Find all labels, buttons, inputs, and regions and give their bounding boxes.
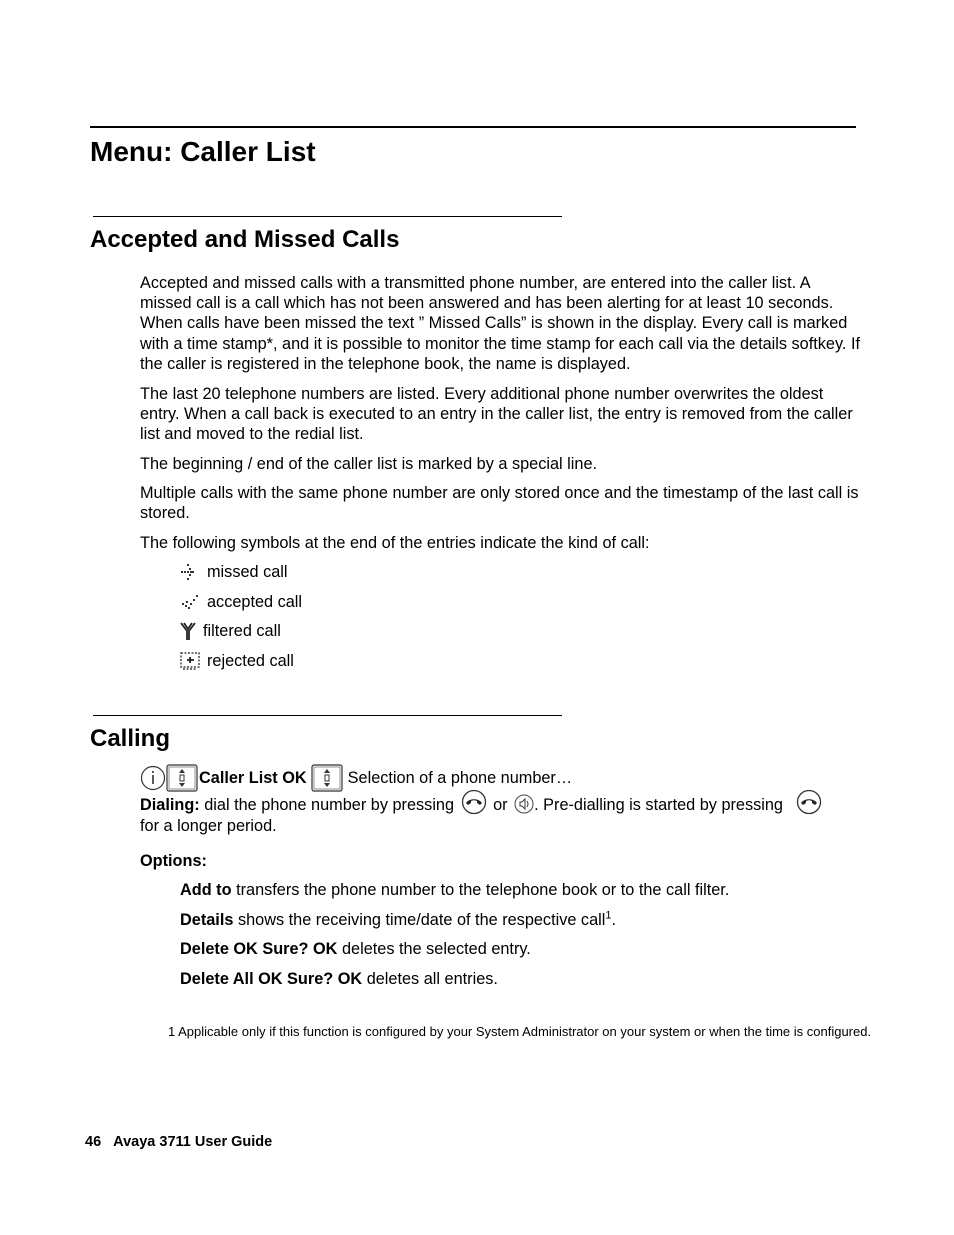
footnote xyxy=(168,1023,884,1040)
paragraph-multiple-calls: Multiple calls with the same phone number are only stored once and the timestamp of the last call is stored. xyxy=(140,484,859,523)
document-title: Avaya 3711 User Guide xyxy=(113,1134,273,1150)
navigation-key-icon xyxy=(311,764,343,792)
footnote-number: 1 xyxy=(168,1024,176,1039)
navigation-instruction xyxy=(140,763,572,793)
section-heading-calling: Calling xyxy=(90,725,171,752)
option-name: Delete OK Sure? OK xyxy=(180,940,338,958)
symbol-label: filtered call xyxy=(203,622,281,640)
loudspeaker-key-icon xyxy=(514,794,534,814)
footnote-reference: 1 xyxy=(605,909,612,922)
info-key-icon xyxy=(140,765,166,791)
title-rule xyxy=(90,126,856,128)
options-heading: Options: xyxy=(140,852,207,870)
option-description: shows the receiving time/date of the respective call xyxy=(237,911,606,929)
call-key-icon xyxy=(796,789,822,815)
symbol-row-accepted xyxy=(180,592,302,612)
option-add-to xyxy=(180,880,729,900)
dialing-text: dial the phone number by pressing xyxy=(204,796,455,814)
symbol-row-filtered xyxy=(180,621,281,641)
symbol-row-rejected xyxy=(180,651,294,671)
symbol-label: accepted call xyxy=(207,593,303,611)
rejected-call-icon xyxy=(180,651,202,671)
paragraph-special-line: The beginning / end of the caller list is marked by a special line. xyxy=(140,455,598,473)
caller-list-ok-label: Caller List OK xyxy=(199,769,307,787)
missed-call-icon xyxy=(180,562,202,582)
call-key-icon xyxy=(461,789,487,815)
option-description: deletes the selected entry. xyxy=(341,940,531,958)
options-label xyxy=(140,851,207,871)
option-name: Details xyxy=(180,911,234,929)
option-name: Delete All OK Sure? OK xyxy=(180,970,363,988)
symbol-label: missed call xyxy=(207,563,288,581)
navigation-key-icon xyxy=(166,764,198,792)
section-rule-accepted xyxy=(93,216,562,217)
dialing-text: . Pre-dialling is started by pressing xyxy=(534,796,783,814)
dialing-or: or xyxy=(493,796,508,814)
dialing-label: Dialing: xyxy=(140,796,200,814)
option-description: transfers the phone number to the telephone book or to the call filter. xyxy=(236,881,730,899)
page-footer xyxy=(85,1133,272,1151)
section-heading-accepted: Accepted and Missed Calls xyxy=(90,226,400,253)
option-details xyxy=(180,910,616,930)
option-delete xyxy=(180,939,531,959)
section-rule-calling xyxy=(93,715,562,716)
page-number: 46 xyxy=(85,1134,102,1150)
dialing-text: for a longer period. xyxy=(140,816,277,835)
paragraph-caller-list-intro: Accepted and missed calls with a transmitted phone number, are entered into the caller list. A missed call is a call which has not been answered and has been alerting for at least 10 seconds. When calls have been missed the text ” Missed Calls” is shown in the display. Every call is marked with a time stamp*, and it is possible to monitor the time stamp for each call via the details softkey. If the caller is registered in the telephone book, the name is displayed. xyxy=(140,274,861,373)
paragraph-last-20: The last 20 telephone numbers are listed. Every additional phone number overwrites the oldest entry. When a call back is executed to an entry in the caller list, the entry is removed from the caller list and moved to the redial list. xyxy=(140,385,853,444)
option-tail: . xyxy=(611,911,617,929)
page-title: Menu: Caller List xyxy=(90,136,316,167)
option-name: Add to xyxy=(180,881,232,899)
dialing-paragraph xyxy=(140,795,860,836)
filtered-call-icon xyxy=(180,621,198,641)
option-delete-all xyxy=(180,969,498,989)
option-description: deletes all entries. xyxy=(366,970,498,988)
paragraph-symbols-intro: The following symbols at the end of the entries indicate the kind of call: xyxy=(140,534,650,552)
accepted-call-icon xyxy=(180,592,202,612)
footnote-text: Applicable only if this function is configured by your System Administrator on your system or when the time is configured. xyxy=(178,1024,872,1039)
symbol-label: rejected call xyxy=(207,652,294,670)
symbol-row-missed xyxy=(180,562,288,582)
selection-text: Selection of a phone number… xyxy=(347,769,573,787)
